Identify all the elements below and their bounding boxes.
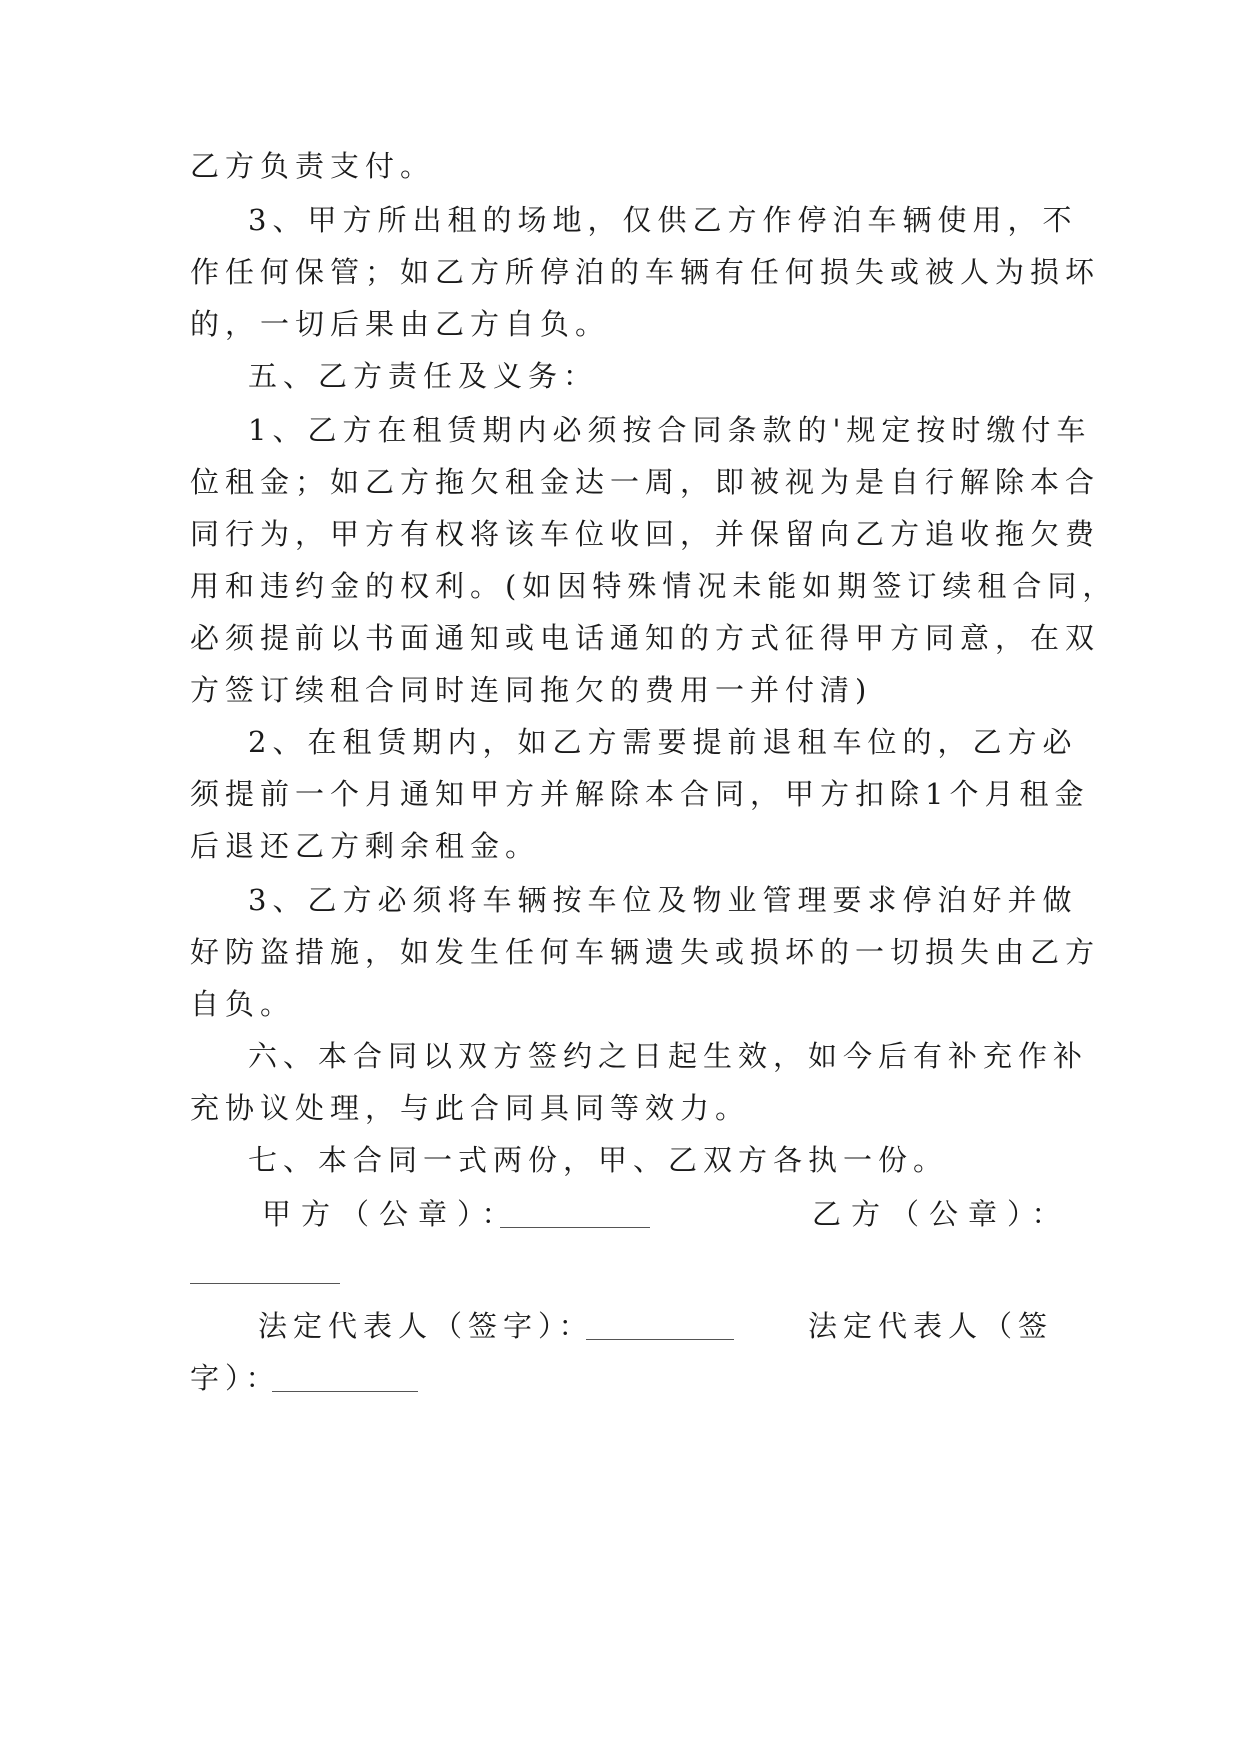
party-a-seal-label: 甲方（公章）： — [262, 1197, 521, 1231]
paragraph-line: 乙方负责支付。 — [190, 149, 436, 183]
paragraph-line: 充协议处理，与此合同具同等效力。 — [190, 1091, 751, 1125]
paragraph-line: 六、本合同以双方签约之日起生效，如今后有补充作补 — [248, 1039, 1089, 1073]
paragraph-line: 必须提前以书面通知或电话通知的方式征得甲方同意，在双 — [190, 621, 1101, 655]
party-a-seal-blank — [500, 1226, 650, 1228]
paragraph-line: 自负。 — [190, 987, 296, 1021]
paragraph-line: 须提前一个月通知甲方并解除本合同，甲方扣除1个月租金 — [190, 777, 1090, 811]
paragraph-line: 2、在租赁期内，如乙方需要提前退租车位的，乙方必 — [248, 725, 1078, 759]
paragraph-line: 同行为，甲方有权将该车位收回，并保留向乙方追收拖欠费 — [190, 517, 1101, 551]
party-b-seal-label: 乙方（公章）： — [812, 1197, 1071, 1231]
party-b-rep-blank — [272, 1390, 418, 1392]
paragraph-line: 用和违约金的权利。(如因特殊情况未能如期签订续租合同， — [190, 569, 1118, 603]
paragraph-line: 七、本合同一式两份，甲、乙双方各执一份。 — [248, 1143, 949, 1177]
paragraph-line: 1、乙方在租赁期内必须按合同条款的'规定按时缴付车 — [248, 413, 1092, 447]
section-heading: 五、乙方责任及义务： — [248, 359, 599, 393]
paragraph-line: 位租金；如乙方拖欠租金达一周，即被视为是自行解除本合 — [190, 465, 1101, 499]
paragraph-line: 的，一切后果由乙方自负。 — [190, 307, 611, 341]
party-a-rep-label: 法定代表人（签字）： — [258, 1309, 594, 1343]
paragraph-line: 作任何保管；如乙方所停泊的车辆有任何损失或被人为损坏 — [190, 255, 1101, 289]
paragraph-line: 3、乙方必须将车辆按车位及物业管理要求停泊好并做 — [248, 883, 1078, 917]
paragraph-line: 好防盗措施，如发生任何车辆遗失或损坏的一切损失由乙方 — [190, 935, 1101, 969]
party-b-rep-label-cont: 字）： — [190, 1361, 281, 1395]
paragraph-line: 3、甲方所出租的场地，仅供乙方作停泊车辆使用，不 — [248, 203, 1078, 237]
paragraph-line: 后退还乙方剩余租金。 — [190, 829, 541, 863]
party-b-rep-label: 法定代表人（签 — [808, 1309, 1054, 1343]
party-b-seal-blank — [190, 1282, 340, 1284]
paragraph-line: 方签订续租合同时连同拖欠的费用一并付清) — [190, 673, 873, 707]
party-a-rep-blank — [586, 1338, 734, 1340]
